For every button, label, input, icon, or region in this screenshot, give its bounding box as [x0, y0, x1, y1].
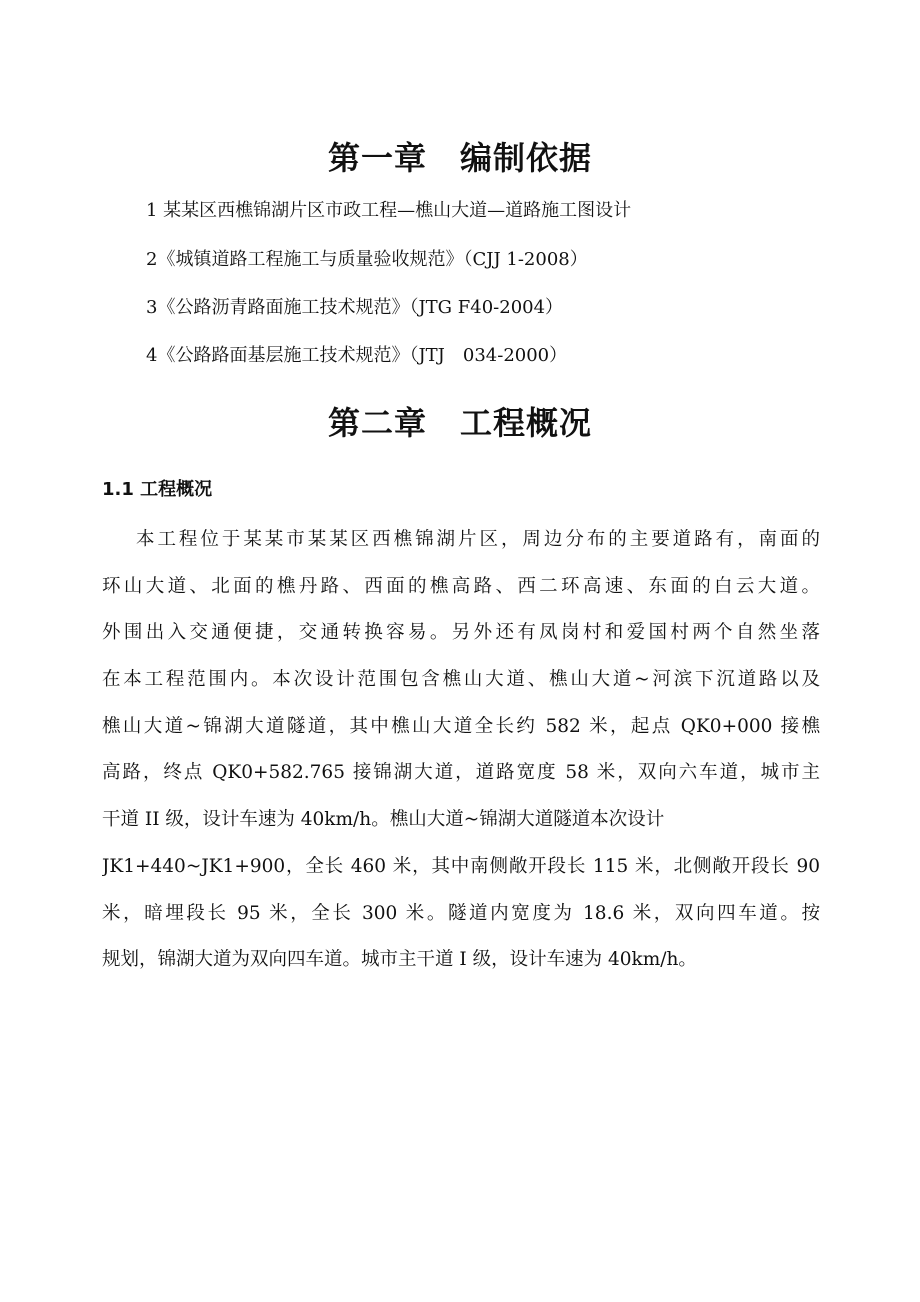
- chapter-1-title: 第一章 编制依据: [327, 139, 592, 177]
- reference-item: 1 某某区西樵锦湖片区市政工程—樵山大道—道路施工图设计: [146, 200, 632, 221]
- paragraph-line: 米，暗埋段长 95 米，全长 300 米。隧道内宽度为 18.6 米，双向四车道。按: [102, 902, 820, 924]
- paragraph-line: 在本工程范围内。本次设计范围包含樵山大道、樵山大道~河滨下沉道路以及: [102, 669, 820, 691]
- paragraph-line: 高路，终点 QK0+582.765 接锦湖大道，道路宽度 58 米，双向六车道，城市主: [102, 762, 820, 784]
- body-paragraph: [102, 517, 820, 984]
- paragraph-line: 樵山大道~锦湖大道隧道，其中樵山大道全长约 582 米，起点 QK0+000 接樵: [102, 715, 820, 737]
- reference-item: 3《公路沥青路面施工技术规范》（JTG F40-2004）: [146, 297, 564, 318]
- reference-item: 2《城镇道路工程施工与质量验收规范》（CJJ 1-2008）: [146, 249, 588, 270]
- paragraph-line: 环山大道、北面的樵丹路、西面的樵高路、西二环高速、东面的白云大道。: [102, 575, 820, 597]
- chapter-2-title: 第二章 工程概况: [327, 404, 592, 442]
- paragraph-line: 干道 II 级，设计车速为 40km/h。樵山大道~锦湖大道隧道本次设计: [102, 809, 665, 831]
- paragraph-line: JK1+440~JK1+900，全长 460 米，其中南侧敞开段长 115 米，北侧敞开段长 90: [102, 855, 820, 877]
- reference-item: 4《公路路面基层施工技术规范》（JTJ 034-2000）: [146, 345, 568, 366]
- paragraph-line: 外围出入交通便捷，交通转换容易。另外还有凤岗村和爱国村两个自然坐落: [102, 622, 820, 644]
- section-heading: 1.1 工程概况: [102, 479, 213, 500]
- paragraph-line: 规划，锦湖大道为双向四车道。城市主干道 I 级，设计车速为 40km/h。: [102, 949, 697, 971]
- paragraph-line: 本工程位于某某市某某区西樵锦湖片区，周边分布的主要道路有，南面的: [136, 529, 820, 550]
